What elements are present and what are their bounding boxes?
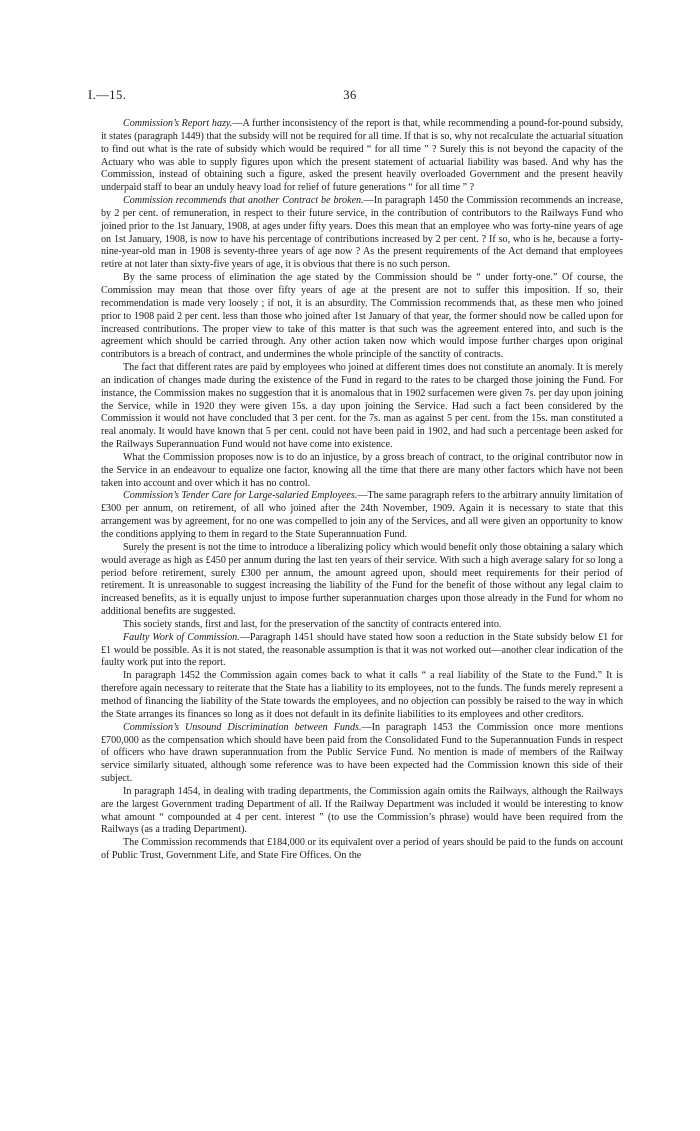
paragraph-heading: Faulty Work of Commission. [123, 631, 240, 643]
paragraph [101, 362, 623, 452]
paragraph: Commission’s Tender Care for Large-salaried Employees.—The same paragraph refers to the arbitrary annuity limitation of £300 per annum, on retirement, of all who joined after the 24th November, 1909. Again it is necessary to state that this arrangement was by agreement, for no one was compelled to join any of the Services, and all were given an opportunity to know the conditions applying to them in regard to the State Superannuation Fund. [101, 490, 623, 540]
paragraph [101, 670, 623, 721]
document-body [101, 118, 623, 863]
paragraph-text: The Commission recommends that £184,000 or its equivalent over a period of years should be paid to the funds on account of Public Trust, Government Life, and State Fire Offices. On the [101, 837, 623, 862]
paragraph [101, 619, 623, 632]
paragraph-text: In paragraph 1453 the Commission once more mentions £700,000 as the compensation which should have been paid from the Consolidated Fund to the Superannuation Funds in respect of officers who have drawn superannuation from the Public Service Fund. No mention is made of members of the Railway service similarly situated, although some reference was to have been expected had the Commission known this side of their subject. [101, 721, 623, 785]
paragraph: Commission recommends that another Contract be broken.—In paragraph 1450 the Commission recommends an increase, by 2 per cent. of remuneration, in respect to their future service, in the contribution of contributors to the Railways Fund who joined prior to the 1st January, 1908, at ages under fifty years. Does this mean that an employee who was forty-nine years of age on 1st January, 1908, is now to have his percentage of contributions increased by 2 per cent. ? If so, who is he, because a forty-nine-year-old man in 1908 is seventy-three years of age now ? As the present requirements of the Act demand that employees retire at not later than sixty-five years of age, it is obvious that there is no such person. [101, 195, 623, 271]
section-reference: I.—15. [88, 88, 127, 102]
paragraph-text: By the same process of elimination the age stated by the Commission should be “ under forty-one.” Of course, the Commission may mean that those over fifty years of age at the present are not to suffer this imposition. If so, their recommendation is made very loosely ; if not, it is an absurdity. The Commission recommends that, as these men who joined prior to 1908 paid 2 per cent. less than those who joined after 1st January of that year, the former should now be called upon for increased contributions. The proper view to take of this matter is that such was the agreement entered into, and such is the agreement which should be carried through. Any other action taken now which would impose further charges upon original contributors is a breach of contract, and undermines the whole principle of the sanctity of contracts. [101, 272, 623, 361]
paragraph: Faulty Work of Commission.—Paragraph 1451 should have stated how soon a reduction in the State subsidy below £1 for £1 would be possible. As it is not stated, the reasonable assumption is that it was not worked out—another clear indication of the faulty work put into the report. [101, 631, 623, 669]
paragraph [101, 542, 623, 619]
paragraph-text: Surely the present is not the time to introduce a liberalizing policy which would benefit only those obtaining a salary which would average as high as £450 per annum during the last ten years of their service. With such a high average salary for so long a period before retirement, surely £300 per annum, the amount agreed upon, should meet requirements for their period of retirement. It is unreasonable to suggest increasing the liability of the Fund for the benefit of those without any legal claim to increased benefits, as it is equally unjust to impose further superannuation charges upon those already in the Fund for whom no additional benefits are suggested. [101, 541, 623, 618]
page-header [88, 88, 612, 104]
paragraph [101, 272, 623, 362]
paragraph-heading: Commission’s Tender Care for Large-salaried Employees. [123, 490, 358, 502]
paragraph-text: The same paragraph refers to the arbitrary annuity limitation of £300 per annum, on retirement, of all who joined after the 24th November, 1909. Again it is necessary to state that this arrangement was by agreement, for no one was compelled to join any of the Services, and all were given an opportunity to know the conditions applying to them in regard to the State Superannuation Fund. [101, 490, 623, 540]
paragraph-text: A further inconsistency of the report is that, while recommending a pound-for-pound subsidy, it states (paragraph 1449) that the subsidy will not be required for all time. If that is so, why not recalculate the actuarial situation to find out what is the rate of subsidy which would be required “ for all time ” ? Surely this is not beyond the capacity of the Actuary who was able to supply figures upon which the present statement of actuarial liability was based. And why has the Commission, instead of obtaining such a figure, asked the present heavily overloaded Government and the present heavily underpaid staff to bear an unduly heavy load for relief of future generations “ for all time ” ? [101, 118, 623, 194]
paragraph-heading: Commission’s Unsound Discrimination between Funds. [123, 721, 362, 733]
paragraph: Commission’s Report hazy.—A further inconsistency of the report is that, while recommending a pound-for-pound subsidy, it states (paragraph 1449) that the subsidy will not be required for all time. If that is so, why not recalculate the actuarial situation to find out what is the rate of subsidy which would be required “ for all time ” ? Surely this is not beyond the capacity of the Actuary who was able to supply figures upon which the present statement of actuarial liability was based. And why has the Commission, instead of obtaining such a figure, asked the present heavily overloaded Government and the present heavily underpaid staff to bear an unduly heavy load for relief of future generations “ for all time ” ? [101, 118, 623, 194]
paragraph [101, 837, 623, 863]
paragraph [101, 452, 623, 491]
paragraph-text: This society stands, first and last, for the preservation of the sanctity of contracts entered into. [123, 618, 502, 630]
paragraph-text: In paragraph 1452 the Commission again comes back to what it calls “ a real liability of the State to the Fund.” It is therefore again necessary to reiterate that the State has a liability to its employees, not to the funds. The funds merely represent a method of financing the liability of the State towards the employees, and no objection can possibly be raised to the way in which the State arranges its finances so long as it does not default in its definite liabilities to its employees and other creditors. [101, 670, 623, 720]
page-number: 36 [343, 88, 357, 102]
paragraph-heading: Commission’s Report hazy. [123, 118, 233, 129]
paragraph [101, 786, 623, 837]
paragraph-text: Paragraph 1451 should have stated how soon a reduction in the State subsidy below £1 for £1 would be possible. As it is not stated, the reasonable assumption is that it was not worked out—another clear indication of the faulty work put into the report. [101, 631, 623, 669]
paragraph-text: In paragraph 1450 the Commission recommends an increase, by 2 per cent. of remuneration, in respect to their future service, in the contribution of contributors to the Railways Fund who joined prior to the 1st January, 1908, at ages under fifty years. Does this mean that an employee who was forty-nine years of age on 1st January, 1908, is now to have his percentage of contributions increased by 2 per cent. ? If so, who is he, because a forty-nine-year-old man in 1908 is seventy-three years of age now ? As the present requirements of the Act demand that employees retire at not later than sixty-five years of age, it is obvious that there is no such person. [101, 195, 623, 271]
paragraph-text: In paragraph 1454, in dealing with trading departments, the Commission again omits the Railways, although the Railways are the largest Government trading Department of all. If the Railway Department was included it would be interesting to know what amount “ compounded at 4 per cent. interest ” (to use the Commission’s phrase) would have been required from the Railways (as a trading Department). [101, 785, 623, 836]
paragraph-text: The fact that different rates are paid by employees who joined at different times does not constitute an anomaly. It is merely an indication of changes made during the existence of the Fund in regard to the rates to be charged those joining the Fund. For instance, the Commission makes no suggestion that it is anomalous that in 1902 surfacemen were given 7s. per day upon joining the Service, while in 1920 they were given 15s. a day upon joining the Service. Had such a fact been considered by the Commission it would not have concluded that 3 per cent. for the 7s. man as against 5 per cent. from the 15s. man constituted a real anomaly. It would have known that 5 per cent. could not have been paid in 1902, and had such a percentage been asked for the Railways Superannuation Fund would not have come into existence. [101, 362, 623, 451]
paragraph-heading: Commission recommends that another Contract be broken. [123, 195, 364, 207]
paragraph: Commission’s Unsound Discrimination between Funds.—In paragraph 1453 the Commission once more mentions £700,000 as the compensation which should have been paid from the Consolidated Fund to the Superannuation Funds in respect of officers who have drawn superannuation from the Public Service Fund. No mention is made of members of the Railway service similarly situated, although some reference was to have been expected had the Commission known this side of their subject. [101, 721, 623, 785]
paragraph-text: What the Commission proposes now is to do an injustice, by a gross breach of contract, to the original contributor now in the Service in an endeavour to equalize one factor, knowing all the time that there are many other factors which have not been taken into account and over which it has no control. [101, 451, 623, 489]
